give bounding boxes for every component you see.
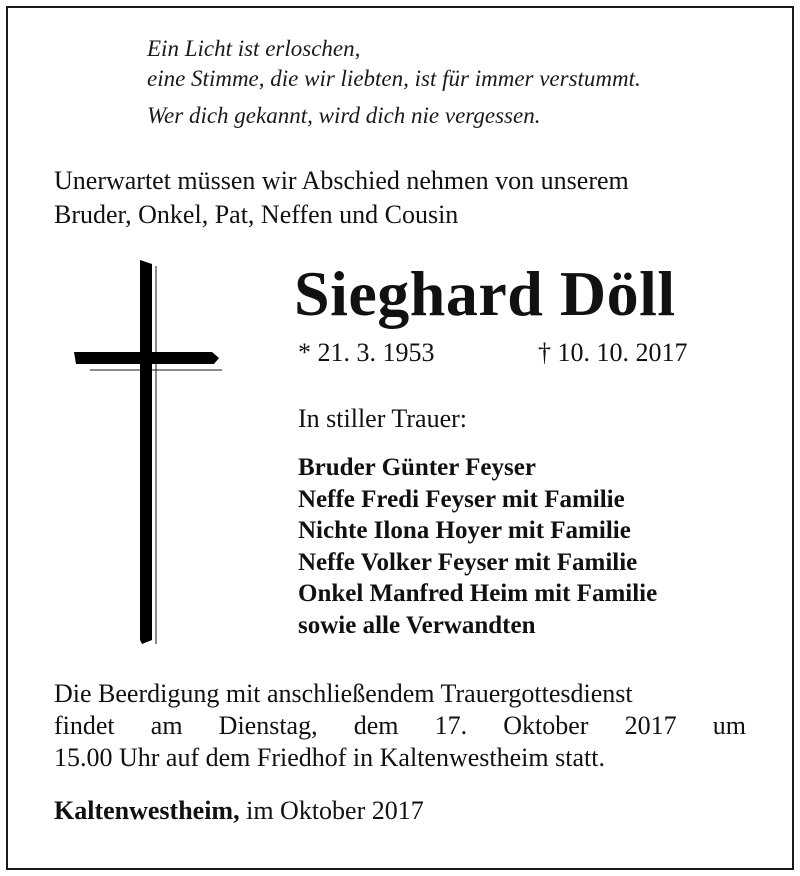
- funeral-notice: [54, 678, 746, 774]
- funeral-word: am: [150, 711, 183, 740]
- mourners-list: [298, 452, 657, 641]
- funeral-word: 2017: [624, 711, 677, 740]
- cross-icon: [72, 260, 227, 645]
- funeral-line-3: 15.00 Uhr auf dem Friedhof in Kaltenwestheim statt.: [54, 743, 605, 772]
- mourner-entry: Onkel Manfred Heim mit Familie: [298, 580, 658, 607]
- funeral-line-1: Die Beerdigung mit anschließendem Trauergottesdienst: [54, 679, 633, 708]
- funeral-word: Oktober: [503, 711, 589, 740]
- mourner-entry: Bruder Günter Feyser: [298, 454, 536, 481]
- poem-line-3: Wer dich gekannt, wird dich nie vergessen.: [147, 103, 541, 128]
- funeral-word: dem: [353, 711, 399, 740]
- funeral-word: Dienstag,: [218, 711, 318, 740]
- funeral-word: 17.: [434, 711, 468, 740]
- mourner-entry: Nichte Ilona Hoyer mit Familie: [298, 517, 631, 544]
- poem-line-1: Ein Licht ist erloschen,: [147, 36, 361, 61]
- mourner-entry: Neffe Volker Feyser mit Familie: [298, 548, 638, 576]
- memorial-poem: [147, 34, 641, 131]
- intro-line-1: Unerwartet müssen wir Abschied nehmen von unserem: [54, 166, 629, 195]
- deceased-name: Sieghard Döll: [294, 258, 676, 329]
- closing-line: [54, 794, 424, 828]
- poem-line-2: eine Stimme, die wir liebten, ist für immer verstummt.: [147, 66, 641, 91]
- death-date: † 10. 10. 2017: [538, 338, 688, 367]
- mourner-entry: Neffe Fredi Feyser mit Familie: [298, 485, 625, 513]
- mourning-heading: In stiller Trauer:: [298, 404, 467, 433]
- intro-line-2: Bruder, Onkel, Pat, Neffen und Cousin: [54, 200, 459, 229]
- funeral-word: um: [712, 711, 746, 740]
- closing-date: im Oktober 2017: [246, 796, 424, 825]
- funeral-line-2: [54, 710, 746, 742]
- mourner-entry: sowie alle Verwandten: [298, 611, 536, 639]
- birth-date: * 21. 3. 1953: [298, 338, 435, 367]
- closing-place: Kaltenwestheim,: [54, 796, 240, 825]
- funeral-word: findet: [54, 711, 115, 740]
- intro-text: [54, 164, 629, 232]
